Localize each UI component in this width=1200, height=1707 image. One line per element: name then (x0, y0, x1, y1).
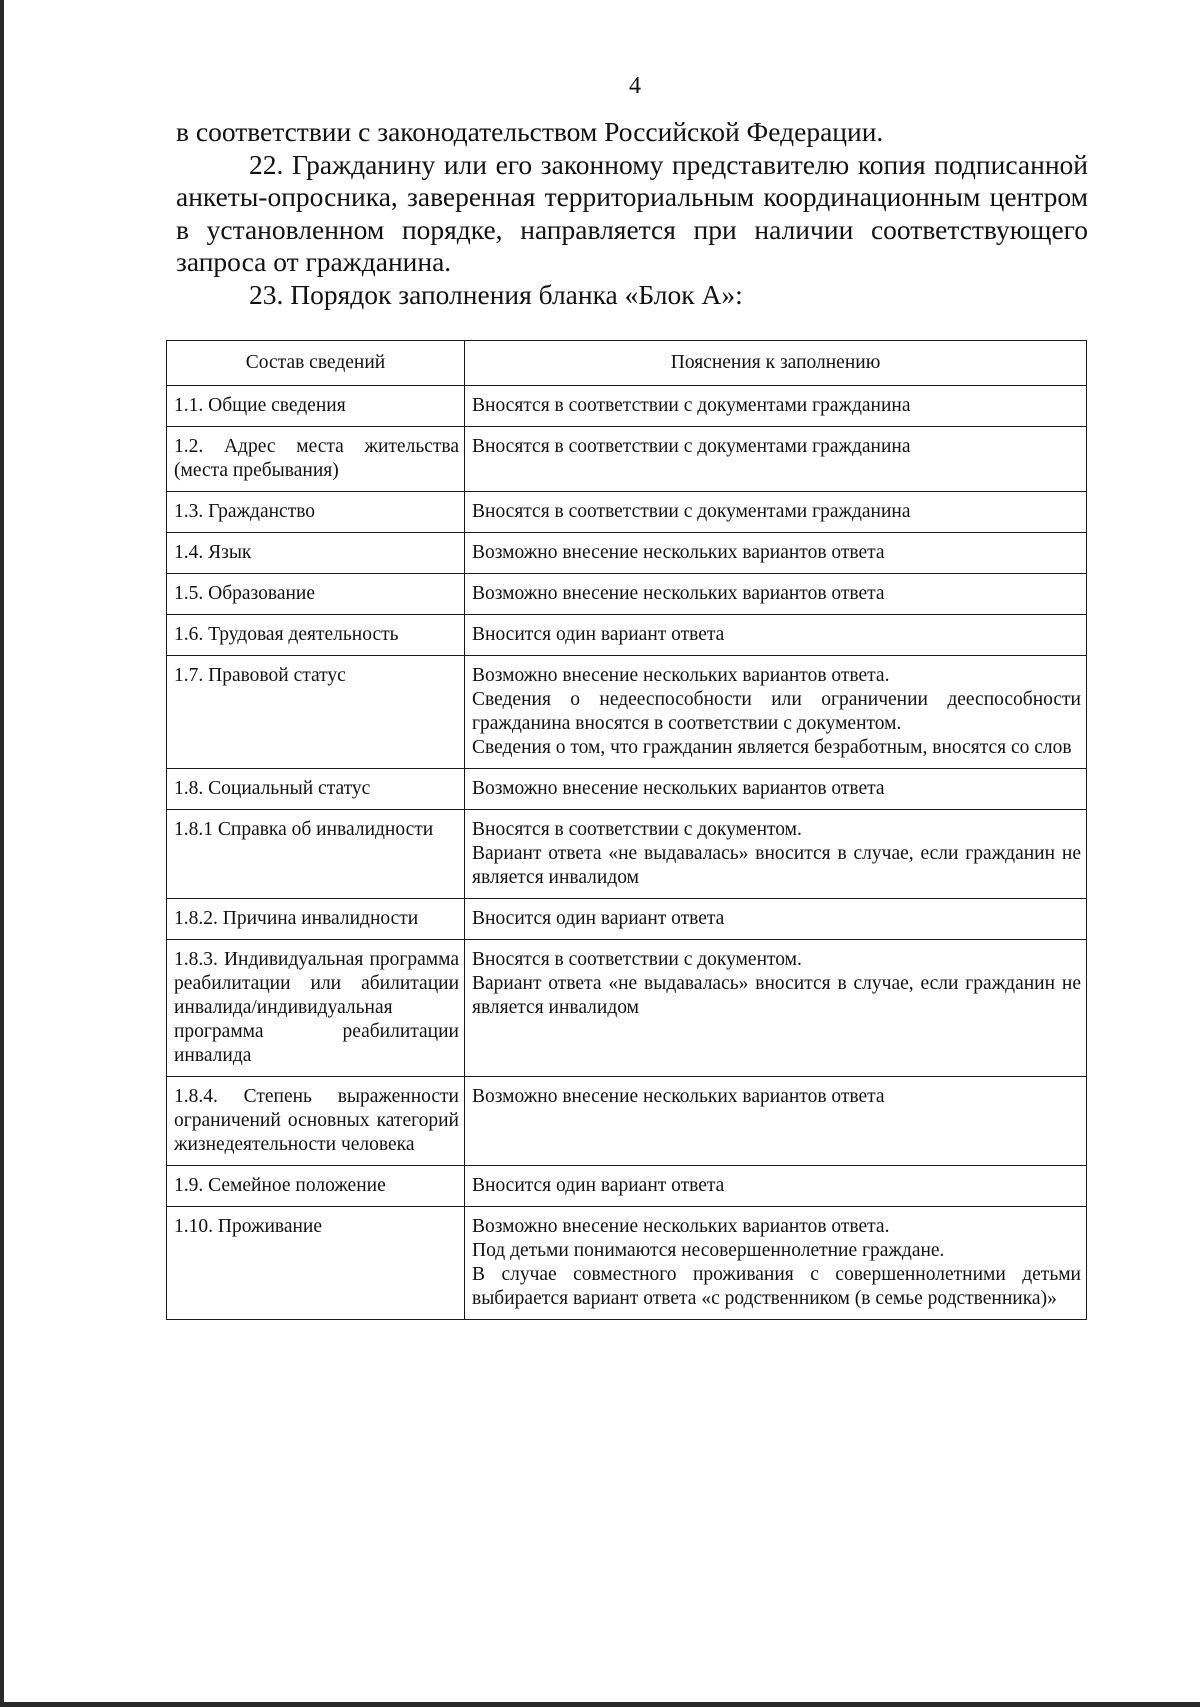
row-item-cell: 1.8. Социальный статус (167, 769, 465, 810)
row-item-cell: 1.8.2. Причина инвалидности (167, 899, 465, 940)
note-line: Сведения о том, что гражданин является безработным, вносятся со слов (472, 737, 1072, 758)
row-note-cell (465, 940, 1087, 1077)
note-line: Возможно внесение нескольких вариантов ответа (472, 583, 885, 604)
row-item-cell: 1.4. Язык (167, 533, 465, 574)
row-item-cell: 1.2. Адрес места жительства (места пребывания) (167, 427, 465, 492)
note-line: Возможно внесение нескольких вариантов ответа. (472, 665, 890, 686)
table-row (167, 1166, 1087, 1207)
row-item-cell: 1.9. Семейное положение (167, 1166, 465, 1207)
row-item-cell: 1.8.4. Степень выраженности ограничений основных категорий жизнедеятельности человека (167, 1077, 465, 1166)
note-line: Под детьми понимаются несовершеннолетние граждане. (472, 1240, 945, 1261)
note-line: В случае совместного проживания с совершеннолетними детьми выбирается вариант ответа «с родственником (в семье родственника)» (472, 1264, 1081, 1309)
note-line: Вносятся в соответствии с документом. (472, 819, 802, 840)
row-item-cell: 1.8.1 Справка об инвалидности (167, 810, 465, 899)
table-row (167, 656, 1087, 769)
row-item-cell: 1.10. Проживание (167, 1207, 465, 1320)
note-line: Вносятся в соответствии с документами гражданина (472, 501, 911, 522)
table-row (167, 1207, 1087, 1320)
row-item-cell: 1.5. Образование (167, 574, 465, 615)
paragraph-22: 22. Гражданину или его законному представителю копия подписанной анкеты-опросника, заверенная территориальным координационным центром в установленном порядке, направляется при наличии соответствующего запроса от гражданина. (176, 148, 1088, 277)
note-line: Вносятся в соответствии с документами гражданина (472, 395, 911, 416)
row-item-cell: 1.1. Общие сведения (167, 386, 465, 427)
row-note-cell (465, 1207, 1087, 1320)
table-row (167, 940, 1087, 1077)
table-row (167, 386, 1087, 427)
row-note-cell (465, 574, 1087, 615)
row-note-cell (465, 427, 1087, 492)
row-note-cell (465, 769, 1087, 810)
column-header-explanations: Пояснения к заполнению (465, 341, 1087, 386)
row-item-cell: 1.7. Правовой статус (167, 656, 465, 769)
note-line: Возможно внесение нескольких вариантов ответа (472, 542, 885, 563)
row-note-cell (465, 1166, 1087, 1207)
row-note-cell (465, 899, 1087, 940)
block-a-table (166, 340, 1087, 1320)
table-header-row (167, 341, 1087, 386)
note-line: Возможно внесение нескольких вариантов ответа (472, 778, 885, 799)
note-line: Вносится один вариант ответа (472, 624, 725, 645)
column-header-composition: Состав сведений (167, 341, 465, 386)
note-line: Вносится один вариант ответа (472, 908, 725, 929)
table-row (167, 615, 1087, 656)
note-line: Вариант ответа «не выдавалась» вносится в случае, если гражданин не является инвалидом (472, 973, 1081, 1018)
note-line: Вносятся в соответствии с документами гражданина (472, 436, 911, 457)
note-line: Возможно внесение нескольких вариантов ответа (472, 1086, 885, 1107)
row-item-cell: 1.6. Трудовая деятельность (167, 615, 465, 656)
row-note-cell (465, 656, 1087, 769)
table-row (167, 899, 1087, 940)
table-row (167, 769, 1087, 810)
note-line: Сведения о недееспособности или ограничении дееспособности гражданина вносятся в соответствии с документом. (472, 689, 1081, 734)
row-note-cell (465, 810, 1087, 899)
table-row (167, 574, 1087, 615)
row-item-cell: 1.3. Гражданство (167, 492, 465, 533)
row-note-cell (465, 386, 1087, 427)
note-line: Возможно внесение нескольких вариантов ответа. (472, 1216, 890, 1237)
table-row (167, 1077, 1087, 1166)
paragraph-23: 23. Порядок заполнения бланка «Блок А»: (249, 278, 743, 310)
table-row (167, 427, 1087, 492)
document-body (176, 116, 1088, 311)
scan-bottom-edge (0, 1702, 1200, 1707)
row-item-cell: 1.8.3. Индивидуальная программа реабилитации или абилитации инвалида/индивидуальная программа реабилитации инвалида (167, 940, 465, 1077)
row-note-cell (465, 492, 1087, 533)
paragraph-continuation: в соответствии с законодательством Российской Федерации. (176, 116, 884, 147)
page-number: 4 (629, 73, 641, 99)
table-row (167, 533, 1087, 574)
note-line: Вносятся в соответствии с документом. (472, 949, 802, 970)
table-body (167, 386, 1087, 1320)
note-line: Вносится один вариант ответа (472, 1175, 725, 1196)
table-row (167, 810, 1087, 899)
note-line: Вариант ответа «не выдавалась» вносится в случае, если гражданин не является инвалидом (472, 843, 1081, 888)
row-note-cell (465, 615, 1087, 656)
table-row (167, 492, 1087, 533)
row-note-cell (465, 533, 1087, 574)
scan-left-edge (0, 0, 4, 1707)
row-note-cell (465, 1077, 1087, 1166)
